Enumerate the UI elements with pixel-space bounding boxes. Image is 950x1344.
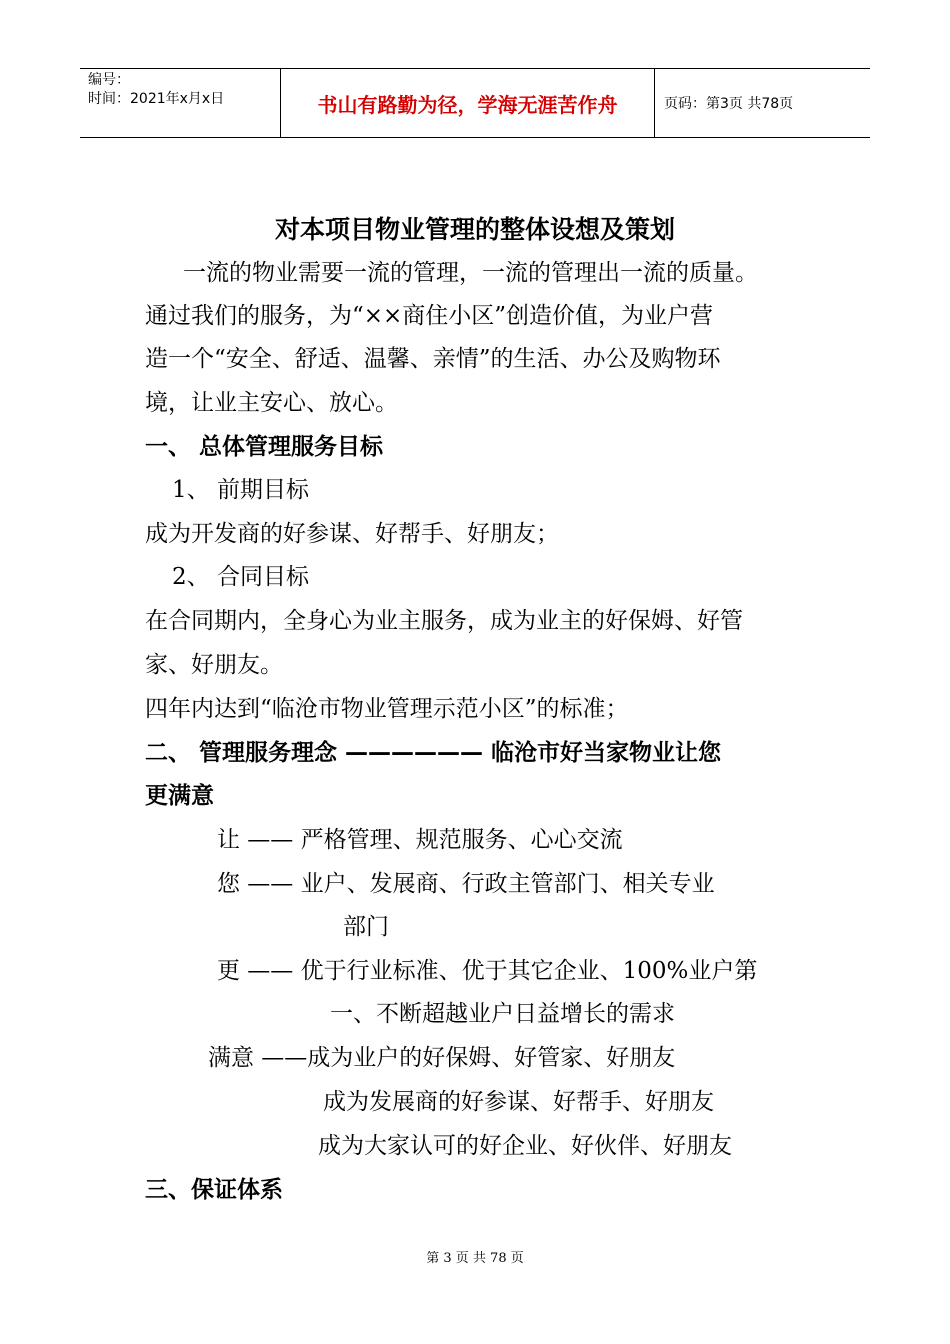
page-info: 页码：第3页 共78页 [664,96,794,112]
header-left-cell [88,71,224,109]
item1-text: 成为开发商的好参谋、好帮手、好朋友； [145,521,559,547]
concept-row: 一、不断超越业户日益增长的需求 [330,1001,675,1027]
header-table [80,68,870,138]
concept-row: 更 —— 优于行业标准、优于其它企业、100%业户第 [217,958,758,984]
section3-heading: 三、保证体系 [145,1177,283,1203]
concept-row: 让 —— 严格管理、规范服务、心心交流 [217,827,623,853]
item2-line: 家、好朋友。 [145,652,283,678]
section1-heading: 一、 总体管理服务目标 [145,434,384,460]
intro-line: 境，让业主安心、放心。 [145,390,398,416]
intro-line: 一流的物业需要一流的管理，一流的管理出一流的质量。 [183,260,758,286]
concept-row: 满意 ——成为业户的好保姆、好管家、好朋友 [208,1045,676,1071]
concept-row: 部门 [343,914,389,940]
item2-line: 在合同期内，全身心为业主服务，成为业主的好保姆、好管 [145,608,743,634]
date-line: 时间：2021年x月x日 [88,91,225,107]
section2-heading-cont: 更满意 [145,783,214,809]
concept-row: 您 —— 业户、发展商、行政主管部门、相关专业 [217,871,715,897]
item1-heading: 1、 前期目标 [172,477,309,503]
document-title: 对本项目物业管理的整体设想及策划 [274,215,675,244]
intro-line: 通过我们的服务，为“××商住小区”创造价值，为业户营 [145,303,714,329]
item2-extra: 四年内达到“临沧市物业管理示范小区”的标准； [145,696,629,722]
number-label: 编号： [88,72,130,88]
concept-row: 成为发展商的好参谋、好帮手、好朋友 [323,1089,714,1115]
intro-line: 造一个“安全、舒适、温馨、亲情”的生活、办公及购物环 [145,346,721,372]
item2-heading: 2、 合同目标 [172,564,309,590]
page-footer: 第 3 页 共 78 页 [426,1251,524,1266]
concept-row: 成为大家认可的好企业、好伙伴、好朋友 [318,1133,732,1159]
motto: 书山有路勤为径，学海无涯苦作舟 [317,92,618,117]
section2-heading: 二、 管理服务理念 —————— 临沧市好当家物业让您 [145,740,722,766]
